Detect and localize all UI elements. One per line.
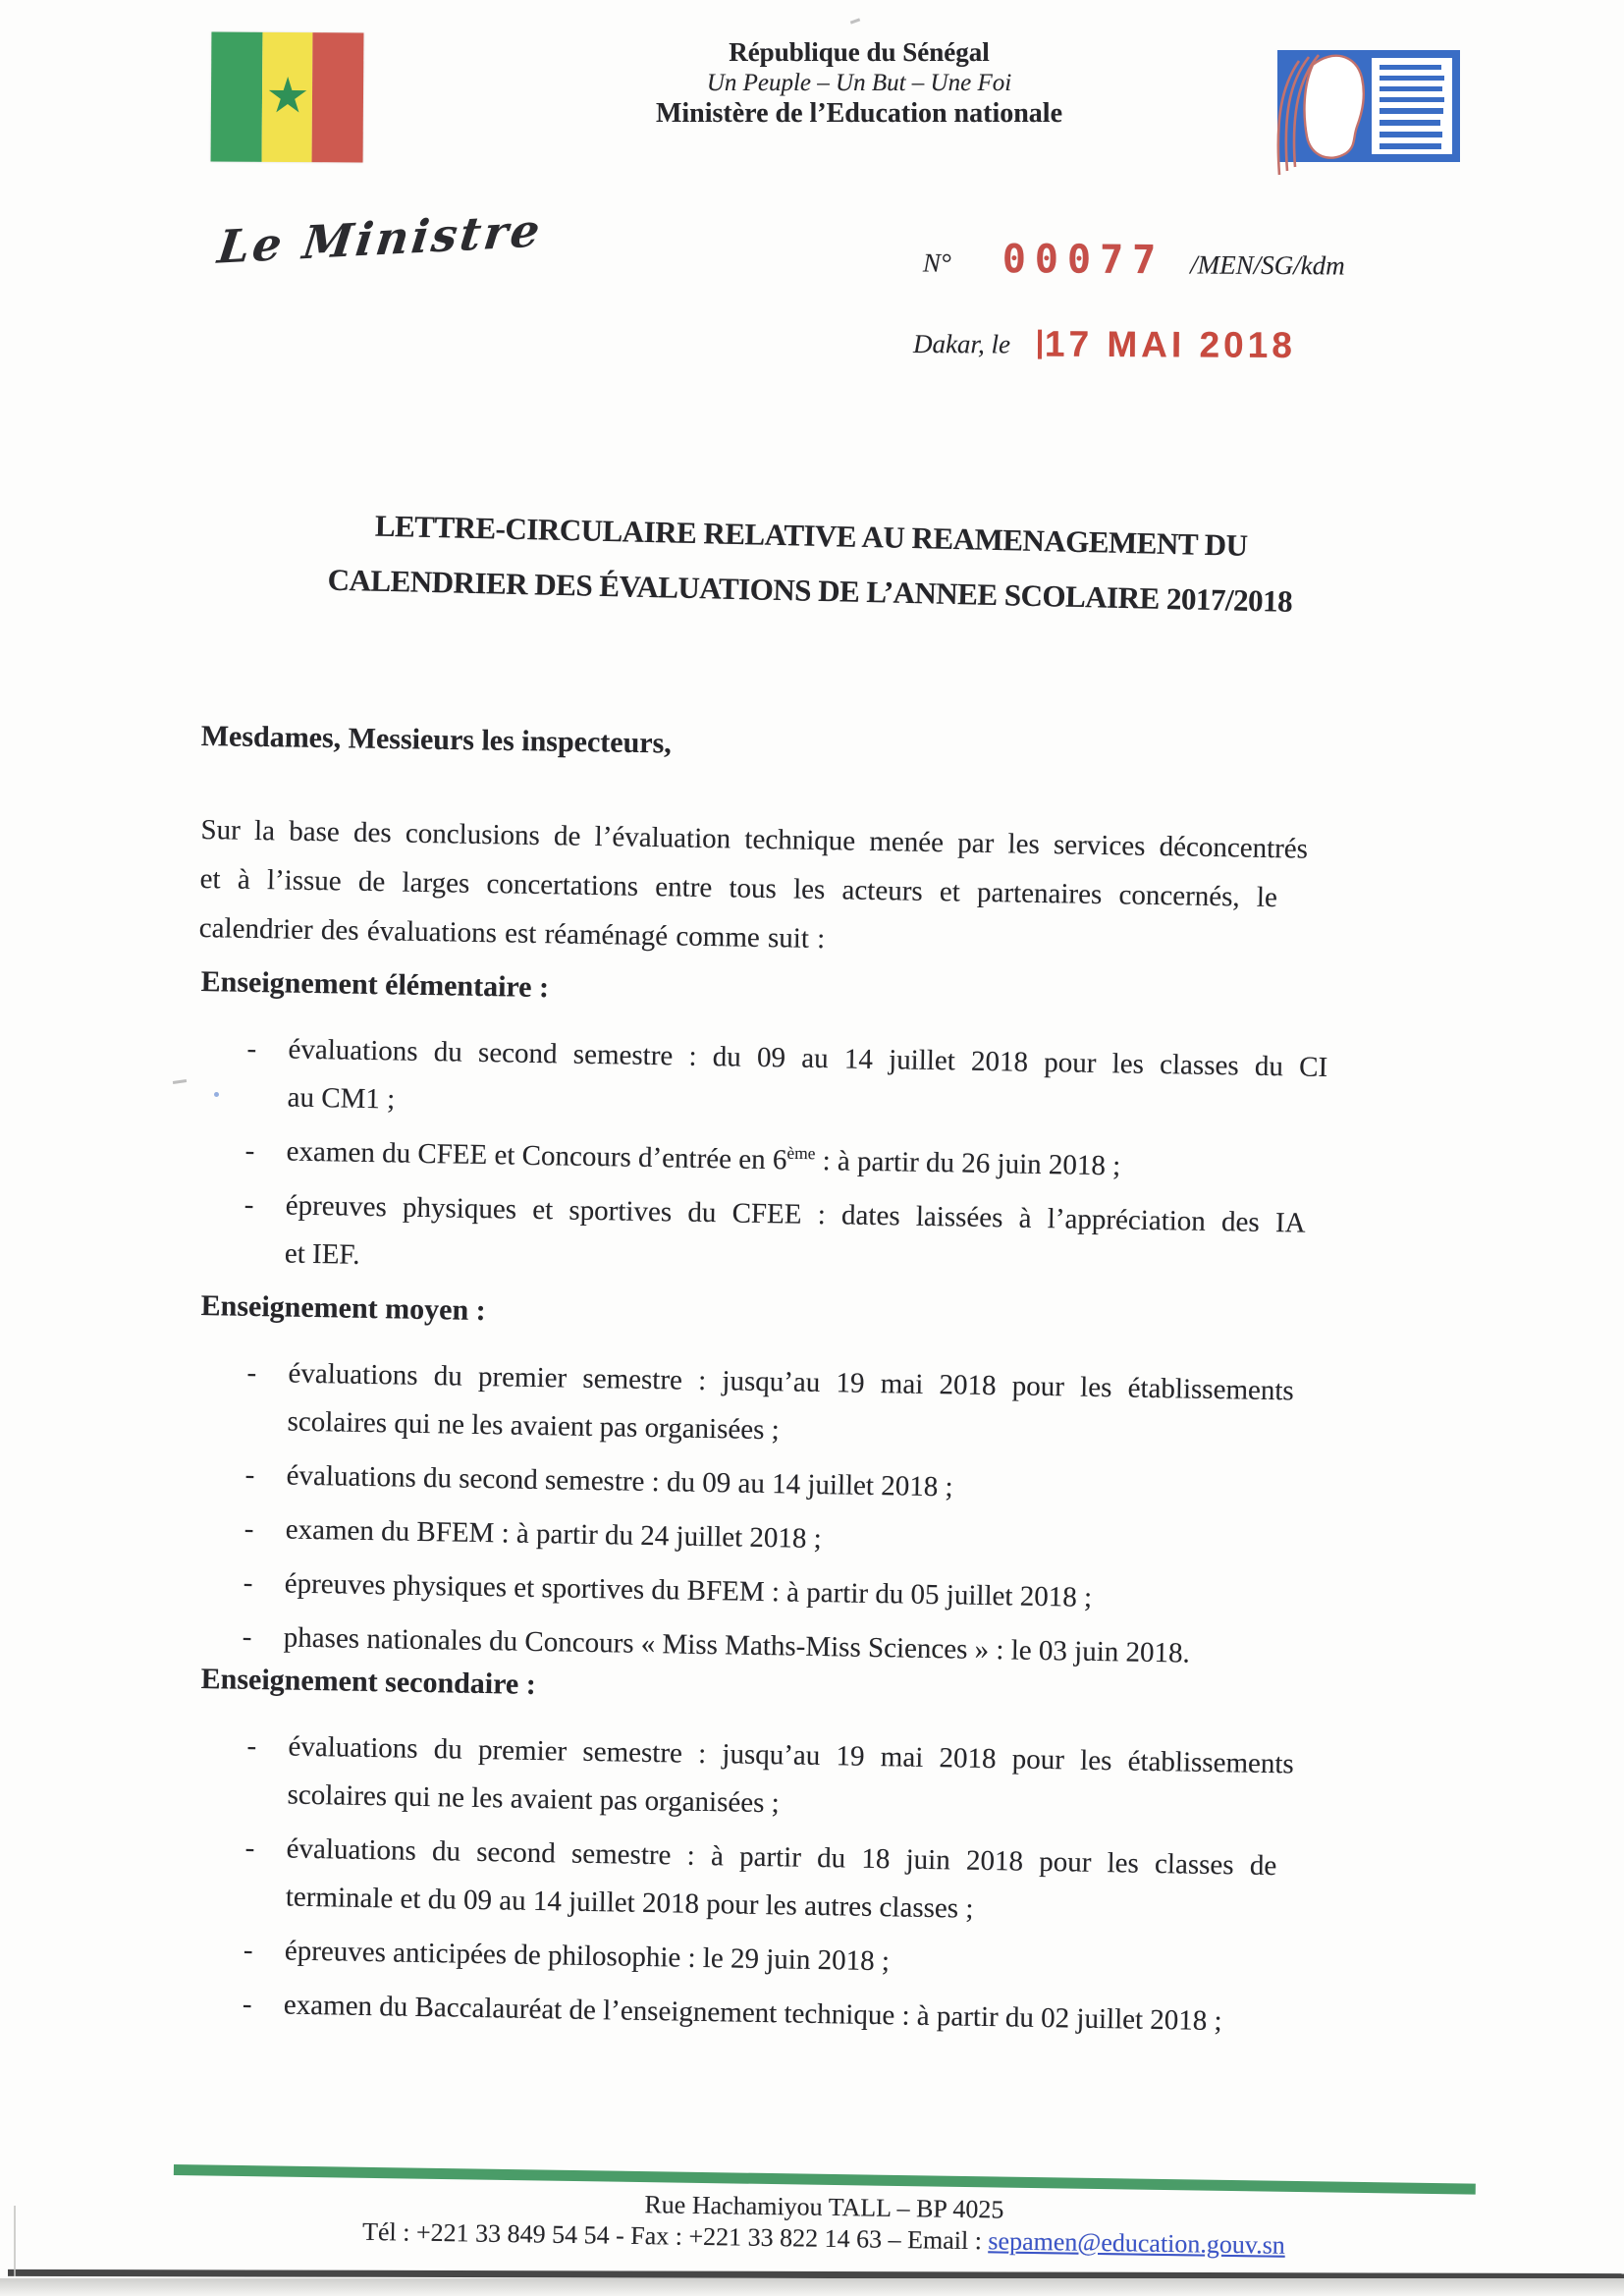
scan-speck — [214, 1092, 219, 1097]
item-text: phases nationales du Concours « Miss Maths-Miss Sciences » : le 03 juin 2018. — [283, 1621, 1191, 1669]
minister-script-title: Le Ministre — [214, 203, 546, 274]
stamp-edge-mark — [1038, 330, 1042, 359]
intro-line-1: Sur la base des conclusions de l’évaluation technique menée par les services déconcentrés — [200, 813, 1309, 865]
number-label: N° — [922, 247, 951, 278]
bullet-dash: - — [244, 1512, 254, 1545]
bullet-dash: - — [243, 1566, 253, 1599]
bullet-dash: - — [246, 1729, 257, 1762]
item-line: scolaires qui ne les avaient pas organisées ; — [287, 1778, 781, 1820]
bullet-dash: - — [246, 1032, 257, 1065]
footer-contact-text: Tél : +221 33 849 54 54 - Fax : +221 33 822 14 63 – Email : — [361, 2216, 989, 2256]
scan-speck — [173, 1079, 187, 1084]
footer-address: Rue Hachamiyou TALL – BP 4025 — [644, 2190, 1004, 2224]
item-line: épreuves physiques et sportives du CFEE : dates laissées à l’appréciation des IA — [285, 1189, 1306, 1239]
document-title — [171, 494, 1449, 632]
bullet-dash: - — [242, 1620, 252, 1653]
bullet-list — [194, 1348, 1476, 1683]
bullet-dash: - — [243, 1934, 253, 1966]
section-heading: Enseignement élémentaire : — [200, 965, 550, 1005]
title-line-1: LETTRE-CIRCULAIRE RELATIVE AU REAMENAGEMENT DU — [374, 508, 1248, 563]
item-line: évaluations du second semestre : du 09 au 14 juillet 2018 pour les classes du CI — [288, 1033, 1328, 1084]
scan-background-strip — [0, 2278, 1624, 2296]
title-line-2: CALENDRIER DES ÉVALUATIONS DE L’ANNEE SCOLAIRE 2017/2018 — [327, 562, 1293, 619]
bullet-dash: - — [244, 1458, 255, 1491]
place-label: Dakar, le — [912, 328, 1011, 358]
scan-speck — [850, 18, 860, 24]
section-elementaire — [195, 965, 1477, 1305]
item-line: évaluations du premier semestre : jusqu’au 19 mai 2018 pour les établissements — [288, 1357, 1295, 1407]
intro-paragraph — [198, 805, 1516, 975]
intro-line-3: calendrier des évaluations est réaménagé comme suit : — [198, 911, 826, 956]
bullet-dash: - — [244, 1188, 254, 1221]
logo-text-panel — [1372, 58, 1452, 154]
section-heading: Enseignement moyen : — [200, 1289, 486, 1328]
list-item — [198, 1722, 1477, 1840]
intro-line-2: et à l’issue de larges concertations entre tous les acteurs et partenaires concernés, le — [199, 862, 1278, 914]
number-suffix: /MEN/SG/kdm — [1190, 249, 1345, 281]
date-stamp — [1038, 324, 1296, 366]
bullet-dash: - — [242, 1988, 252, 2020]
flag-red-band — [312, 32, 364, 162]
date-row — [913, 323, 1296, 366]
list-item — [195, 1180, 1474, 1299]
salutation: Mesdames, Messieurs les inspecteurs, — [200, 720, 673, 760]
footer-email-link[interactable]: sepamen@education.gouv.sn — [988, 2226, 1286, 2260]
ministry-name: Ministère de l’Education nationale — [655, 98, 1063, 129]
bullet-list — [195, 1024, 1476, 1299]
bullet-dash: - — [244, 1134, 255, 1167]
item-line: au CM1 ; — [287, 1081, 396, 1116]
bullet-dash: - — [244, 1831, 255, 1864]
number-stamp: 00077 — [1001, 237, 1165, 284]
item-text: examen du BFEM : à partir du 24 juillet 2018 ; — [285, 1513, 823, 1556]
republic-title: République du Sénégal — [729, 37, 990, 67]
item-text: évaluations du second semestre : du 09 au 14 juillet 2018 ; — [286, 1459, 953, 1503]
item-line: scolaires qui ne les avaient pas organisées ; — [287, 1405, 781, 1447]
flag-green-band — [211, 31, 263, 161]
item-text: : à partir du 26 juin 2018 ; — [815, 1144, 1121, 1182]
ministry-logo-icon — [1260, 37, 1474, 181]
bullet-dash: - — [246, 1356, 257, 1389]
item-text: épreuves physiques et sportives du BFEM : à partir du 05 juillet 2018 ; — [284, 1567, 1093, 1613]
bullet-list — [195, 1722, 1477, 2050]
section-moyen — [194, 1289, 1478, 1689]
item-line: évaluations du second semestre : à partir du 18 juin 2018 pour les classes de — [286, 1832, 1277, 1883]
footer — [173, 2164, 1476, 2264]
item-line: terminale et du 09 au 14 juillet 2018 pour les autres classes ; — [285, 1881, 974, 1925]
item-line: évaluations du premier semestre : jusqu’au 19 mai 2018 pour les établissements — [288, 1730, 1295, 1780]
date-stamp-text: 17 MAI 2018 — [1044, 323, 1296, 366]
section-secondaire — [194, 1663, 1477, 2056]
list-item — [198, 1024, 1477, 1143]
senegal-flag — [211, 31, 364, 162]
scan-left-edge-line — [14, 2206, 16, 2276]
list-item — [198, 1348, 1477, 1467]
list-item — [196, 1824, 1475, 1942]
item-line: et IEF. — [284, 1237, 360, 1271]
reference-number-row — [923, 237, 1345, 285]
item-text: examen du Baccalauréat de l’enseignement technique : à partir du 02 juillet 2018 ; — [283, 1989, 1222, 2038]
section-heading: Enseignement secondaire : — [200, 1663, 537, 1701]
item-superscript: ème — [786, 1142, 816, 1164]
national-motto: Un Peuple – Un But – Une Foi — [706, 70, 1012, 96]
item-text: examen du CFEE et Concours d’entrée en 6 — [286, 1135, 787, 1176]
letterhead — [555, 37, 1164, 129]
item-text: épreuves anticipées de philosophie : le 29 juin 2018 ; — [284, 1935, 891, 1978]
